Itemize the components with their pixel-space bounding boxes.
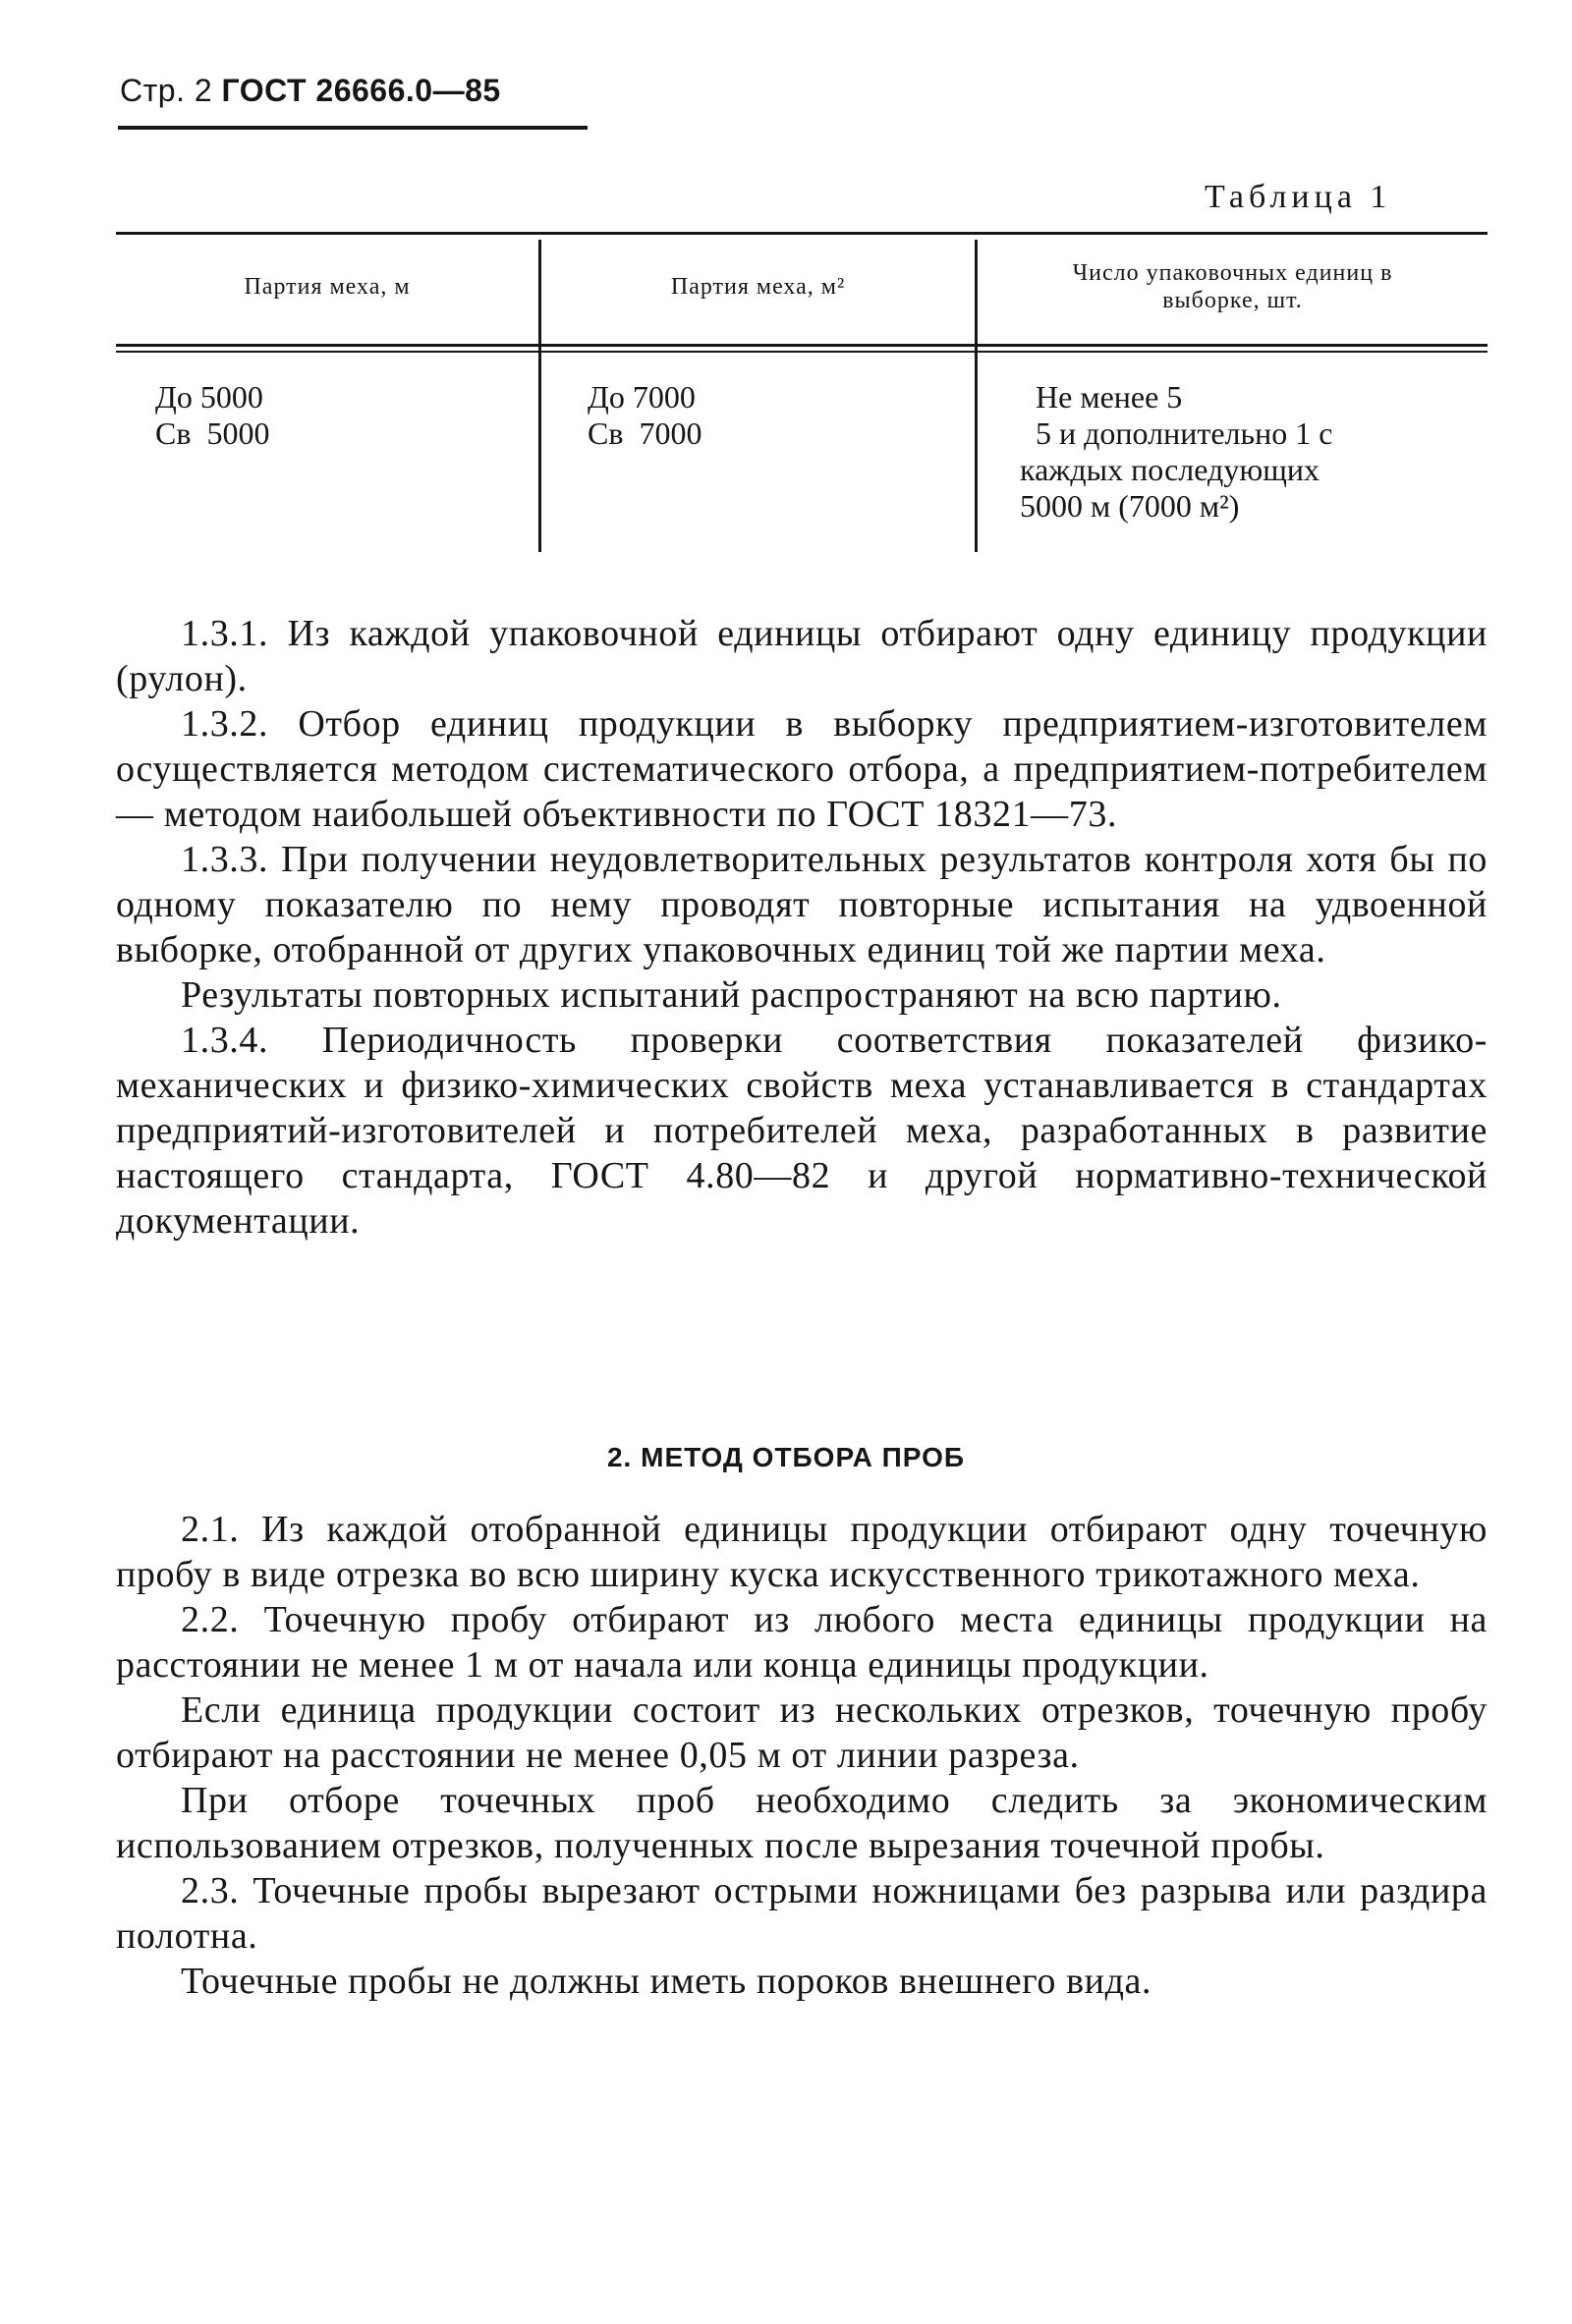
paragraph: Результаты повторных испытаний распространяют на всю партию.	[181, 974, 1282, 1016]
standard-number: ГОСТ 26666.0—85	[221, 73, 501, 108]
table-cell: Не менее 5 5 и дополнительно 1 с каждых последующих 5000 м (7000 м²)	[1020, 379, 1333, 524]
table-cell: До 7000 Св 7000	[588, 379, 702, 451]
table-header-rule-2	[116, 351, 1488, 353]
sample-size-table	[116, 232, 1488, 560]
section-2-text	[116, 1507, 1488, 2004]
table-caption: Таблица 1	[1205, 179, 1392, 215]
paragraph: При отборе точечных проб необходимо следить за экономическим использованием отрезков, полученных после вырезания точечной пробы.	[116, 1780, 1488, 1866]
table-header-cell: Партия меха, м²	[670, 274, 846, 300]
paragraph: 1.3.2. Отбор единиц продукции в выборку предприятием-изготовителем осуществляется методом систематического отбора, а предприятием-потребителем — методом наибольшей объективности по ГОСТ 18321—73.	[116, 703, 1488, 835]
paragraph: 2.2. Точечную пробу отбирают из любого места единицы продукции на расстоянии не менее 1 м от начала или конца единицы продукции.	[116, 1599, 1488, 1686]
section-1-3-text	[116, 611, 1488, 1244]
header-rule	[118, 126, 588, 130]
section-heading: 2. МЕТОД ОТБОРА ПРОБ	[606, 1442, 965, 1472]
paragraph: Если единица продукции состоит из нескольких отрезков, точечную пробу отбирают на расстоянии не менее 0,05 м от линии разреза.	[116, 1689, 1488, 1776]
paragraph: 2.1. Из каждой отобранной единицы продукции отбирают одну точечную пробу в виде отрезка во всю ширину куска искусственного трикотажного меха.	[116, 1509, 1488, 1595]
table-header-cell: Партия меха, м	[244, 274, 411, 300]
paragraph: 1.3.4. Периодичность проверки соответствия показателей физико-механических и физико-химических свойств меха устанавливается в стандартах предприятий-изготовителей и потребителей меха, разработанных в развитие настоящего стандарта, ГОСТ 4.80—82 и другой нормативно-технической документации.	[116, 1020, 1488, 1242]
paragraph: Точечные пробы не должны иметь пороков внешнего вида.	[181, 1961, 1152, 2002]
paragraph: 2.3. Точечные пробы вырезают острыми ножницами без разрыва или раздира полотна.	[116, 1870, 1488, 1957]
page-number: Стр. 2	[120, 73, 213, 108]
paragraph: 1.3.1. Из каждой упаковочной единицы отбирают одну единицу продукции (рулон).	[116, 613, 1488, 699]
table-cell: До 5000 Св 5000	[155, 379, 270, 451]
table-header-rule-1	[116, 344, 1488, 347]
paragraph: 1.3.3. При получении неудовлетворительных результатов контроля хотя бы по одному показателю по нему проводят повторные испытания на удвоенной выборке, отобранной от других упаковочных единиц той же партии меха.	[116, 839, 1488, 970]
table-header-cell: Число упаковочных единиц в выборке, шт.	[1072, 260, 1393, 313]
page-header	[120, 73, 501, 109]
